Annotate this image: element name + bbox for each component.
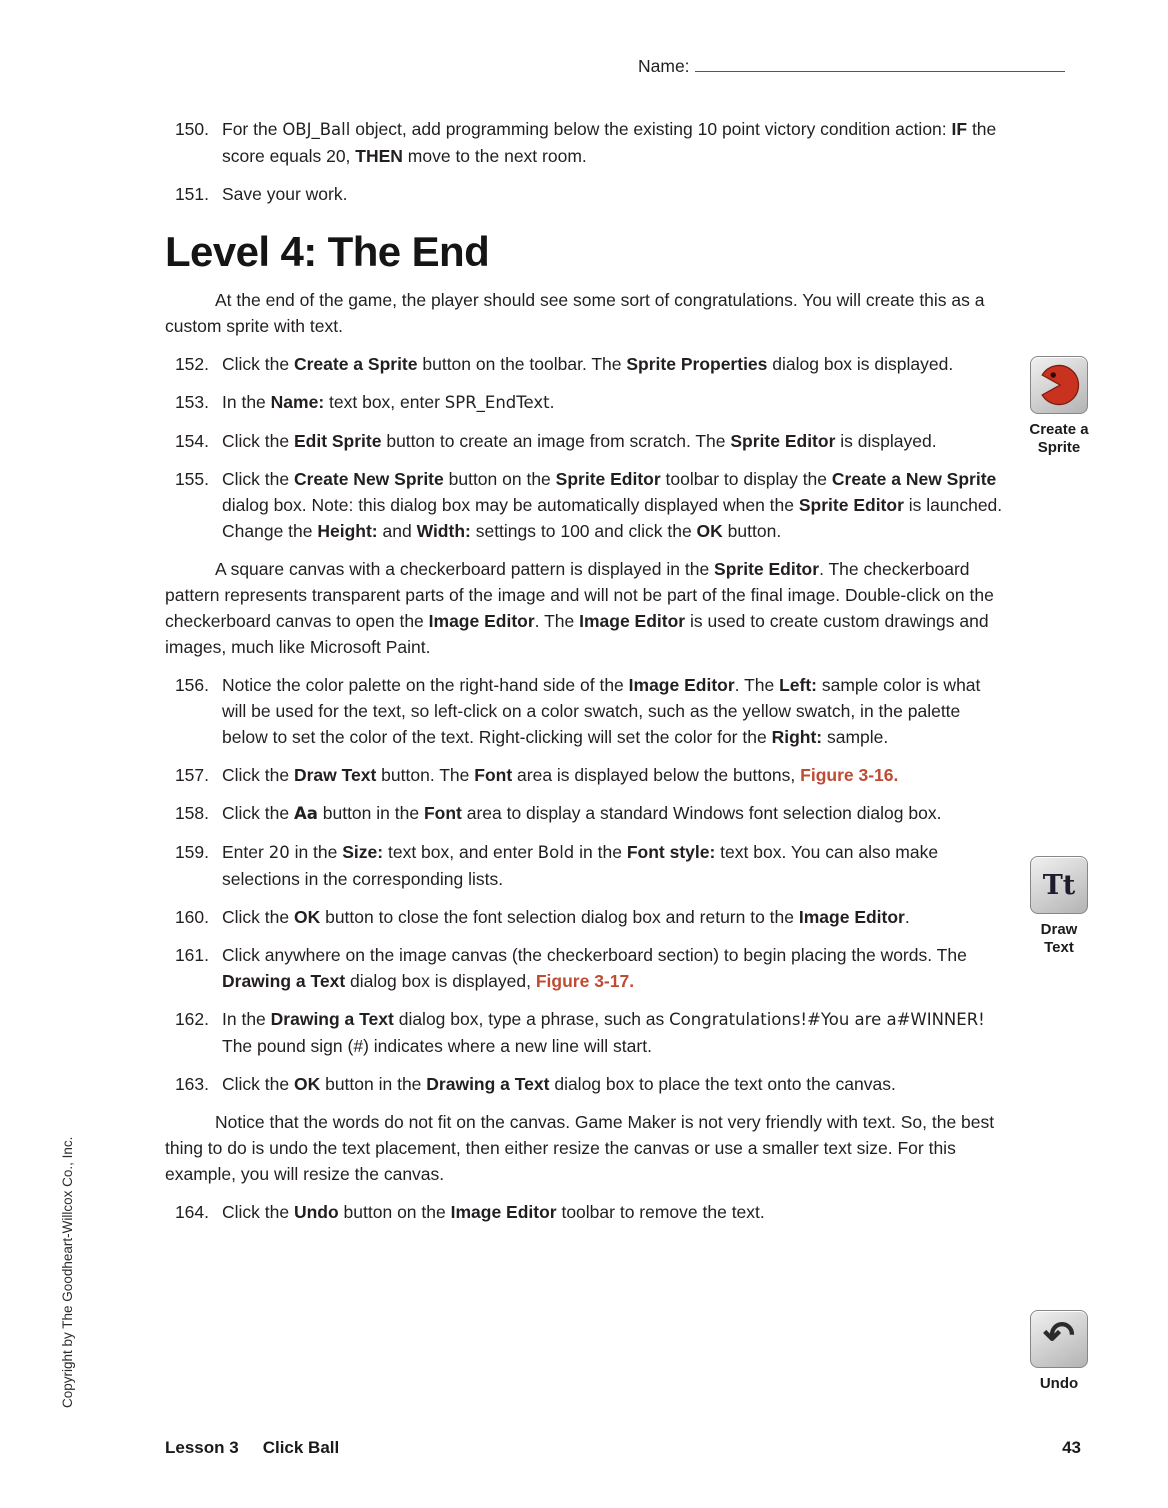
page-footer: [165, 1438, 1081, 1458]
text-run: Font style:: [626, 842, 716, 862]
draw-text-icon: [1030, 856, 1088, 914]
draw-text-margin-figure: [1026, 856, 1092, 957]
text-run: IF: [951, 119, 968, 139]
list-item-number: 157.: [174, 765, 209, 785]
text-run: Draw Text: [293, 765, 377, 785]
list-item: [165, 800, 1008, 827]
list-item-number: 164.: [174, 1202, 209, 1222]
list-item-text: Click the Draw Text button. The Font area is displayed below the buttons, Figure 3-16.: [222, 765, 899, 785]
text-run: Create a New Sprite: [831, 469, 997, 489]
text-run: Figure 3-17.: [535, 971, 635, 991]
text-run: Right:: [771, 727, 823, 747]
text-run: Image Editor: [428, 611, 535, 631]
name-label: Name:: [638, 56, 690, 76]
draw-text-glyph: Tt: [1042, 869, 1076, 901]
paragraph: A square canvas with a checkerboard pattern is displayed in the Sprite Editor. The checkerboard pattern represents transparent parts of the image and will not be part of the final image. Double-click on the checkerboard canvas to open the Image Editor. The Image Editor is used to create custom drawings and images, much like Microsoft Paint.: [165, 559, 994, 657]
list-item: [165, 116, 1008, 169]
list-item-text: Click the Aa button in the Font area to display a standard Windows font selection dialog box.: [222, 803, 942, 823]
list-item-number: 154.: [174, 431, 209, 451]
text-run: Image Editor: [450, 1202, 557, 1222]
list-item-text: Save your work.: [222, 184, 348, 204]
text-run: Height:: [317, 521, 378, 541]
text-run: Aa: [293, 804, 318, 823]
text-run: Image Editor: [798, 907, 905, 927]
list-item: [165, 672, 1008, 750]
list-item-number: 156.: [174, 675, 209, 695]
text-run: Width:: [416, 521, 471, 541]
text-run: Image Editor: [579, 611, 686, 631]
list-item-text: Click the OK button to close the font selection dialog box and return to the Image Editor.: [222, 907, 910, 927]
text-run: Sprite Properties: [626, 354, 768, 374]
footer-lesson: Lesson 3: [165, 1438, 239, 1457]
list-item-text: Click the Edit Sprite button to create an image from scratch. The Sprite Editor is displayed.: [222, 431, 937, 451]
list-item-number: 150.: [174, 119, 209, 139]
footer-chapter-title: Click Ball: [262, 1438, 340, 1457]
text-run: Sprite Editor: [714, 559, 820, 579]
create-a-sprite-icon: [1030, 356, 1088, 414]
list-item-number: 160.: [174, 907, 209, 927]
list-item: [165, 466, 1008, 544]
paragraph: At the end of the game, the player should see some sort of congratulations. You will create this as a custom sprite with text.: [165, 290, 985, 336]
list-item-text: Click anywhere on the image canvas (the checkerboard section) to begin placing the words. The Drawing a Text dialog box is displayed, Figure 3-17.: [222, 945, 967, 991]
list-item-text: Click the Undo button on the Image Editor toolbar to remove the text.: [222, 1202, 765, 1222]
list-item: [165, 181, 1008, 207]
list-item: [165, 904, 1008, 930]
list-item: [165, 1199, 1008, 1225]
list-item-number: 153.: [174, 392, 209, 412]
list-item: [165, 389, 1008, 416]
text-run: Sprite Editor: [555, 469, 661, 489]
copyright-vertical-text: Copyright by The Goodheart-Willcox Co., Inc.: [60, 1136, 75, 1408]
list-item: [165, 1071, 1008, 1097]
paragraph: Notice that the words do not fit on the canvas. Game Maker is not very friendly with text. So, the best thing to do is undo the text placement, then either resize the canvas or use a smaller text size. For this example, you will resize the canvas.: [165, 1112, 995, 1184]
text-run: Image Editor: [628, 675, 735, 695]
draw-text-label: Draw Text: [1040, 921, 1078, 956]
create-a-sprite-margin-figure: [1026, 356, 1092, 457]
list-item: [165, 942, 1008, 994]
text-run: Bold: [537, 843, 575, 862]
text-run: Figure 3-16.: [800, 765, 899, 785]
text-run: Size:: [342, 842, 384, 862]
list-item: [165, 351, 1008, 377]
footer-lesson-title: [165, 1438, 339, 1458]
list-item: [165, 428, 1008, 454]
name-row: [638, 56, 1065, 77]
text-run: Sprite Editor: [730, 431, 836, 451]
list-item: [165, 1006, 1008, 1059]
text-run: Font: [474, 765, 513, 785]
page-number: 43: [1062, 1438, 1081, 1457]
undo-arrow-glyph: ↶: [1043, 1315, 1075, 1357]
list-item-number: 159.: [174, 842, 209, 862]
list-item-text: Enter 20 in the Size: text box, and enter Bold in the Font style: text box. You can also make selections in the corresponding lists.: [222, 842, 939, 889]
text-run: OK: [293, 907, 321, 927]
text-run: OBJ_Ball: [282, 120, 351, 139]
text-run: 20: [268, 843, 290, 862]
text-run: Create New Sprite: [293, 469, 444, 489]
text-run: Sprite Editor: [798, 495, 904, 515]
text-run: OK: [696, 521, 723, 541]
list-item-number: 155.: [174, 469, 209, 489]
text-run: Drawing a Text: [426, 1074, 550, 1094]
undo-icon: [1030, 1310, 1088, 1368]
text-run: Undo: [293, 1202, 339, 1222]
text-run: Font: [423, 803, 462, 823]
text-run: Congratulations!#You are a#WINNER!: [669, 1010, 985, 1029]
list-item-number: 163.: [174, 1074, 209, 1094]
text-run: Left:: [779, 675, 817, 695]
undo-label: Undo: [1039, 1375, 1079, 1392]
name-blank-line: [695, 57, 1065, 72]
text-run: Name:: [270, 392, 325, 412]
text-run: Drawing a Text: [270, 1009, 394, 1029]
create-a-sprite-label: Create a Sprite: [1029, 421, 1089, 456]
list-item-text: Click the OK button in the Drawing a Text dialog box to place the text onto the canvas.: [222, 1074, 896, 1094]
list-item-text: In the Drawing a Text dialog box, type a phrase, such as Congratulations!#You are a#WINNER! The pound sign (#) indicates where a new line will start.: [222, 1009, 985, 1056]
list-item-number: 152.: [174, 354, 209, 374]
list-item-number: 162.: [174, 1009, 209, 1029]
list-item-text: Click the Create a Sprite button on the toolbar. The Sprite Properties dialog box is displayed.: [222, 354, 954, 374]
list-item-text: Notice the color palette on the right-hand side of the Image Editor. The Left: sample color is what will be used for the text, so left-click on a color swatch, such as the yellow swatch, in the palette below to set the color of the text. Right-clicking will set the color for the Right: sample.: [222, 675, 981, 747]
list-item: [165, 839, 1008, 892]
list-item-number: 161.: [174, 945, 209, 965]
list-item-text: In the Name: text box, enter SPR_EndText.: [222, 392, 555, 412]
list-item-number: 151.: [174, 184, 209, 204]
list-item: [165, 762, 1008, 788]
section-heading: Level 4: The End: [165, 228, 490, 275]
undo-margin-figure: [1026, 1310, 1092, 1393]
text-run: Drawing a Text: [222, 971, 346, 991]
text-run: SPR_EndText: [444, 393, 550, 412]
text-run: Create a Sprite: [293, 354, 418, 374]
list-item-number: 158.: [174, 803, 209, 823]
list-item-text: Click the Create New Sprite button on the Sprite Editor toolbar to display the Create a New Sprite dialog box. Note: this dialog box may be automatically displayed when the Sprite Editor is launched. Change the Height: and Width: settings to 100 and click the OK button.: [222, 469, 1003, 541]
list-item-text: For the OBJ_Ball object, add programming below the existing 10 point victory condition action: IF the score equals 20, THEN move to the next room.: [222, 119, 997, 166]
text-run: OK: [293, 1074, 321, 1094]
page-body: [165, 116, 1008, 1237]
text-run: Edit Sprite: [293, 431, 382, 451]
text-run: THEN: [355, 146, 403, 166]
